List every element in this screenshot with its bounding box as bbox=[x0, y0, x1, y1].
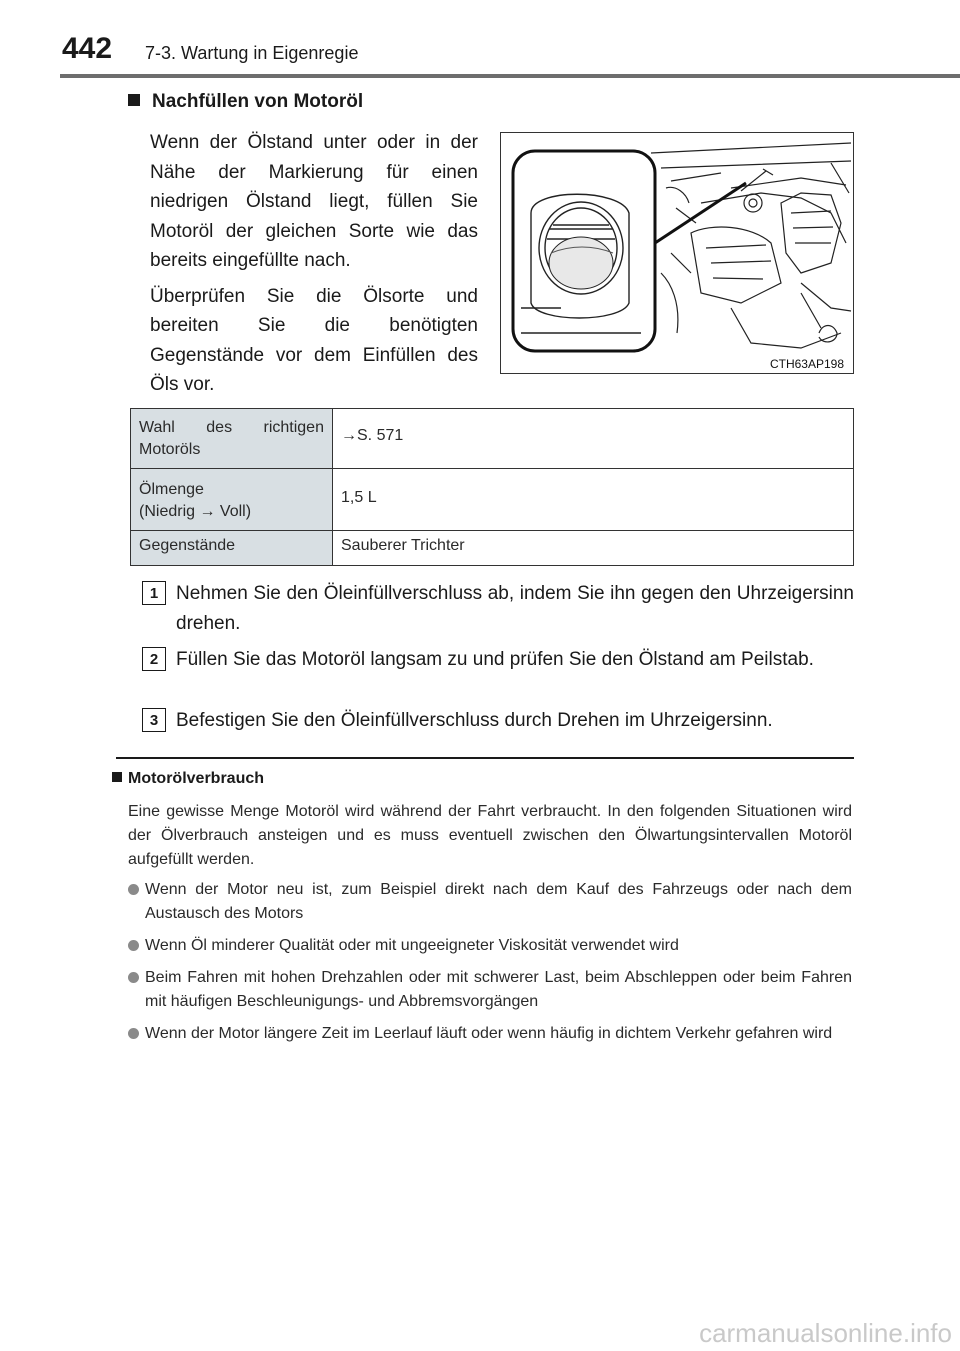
note-title bbox=[112, 770, 264, 788]
intro-paragraph: Wenn der Ölstand unter oder in der Nähe der Markierung für einen niedrigen Ölstand liegt, füllen Sie Motoröl der gleichen Sorte wie das bereits eingefüllte nach. bbox=[150, 132, 478, 271]
table-label-cell bbox=[131, 469, 333, 531]
step-number: 1 bbox=[142, 581, 166, 605]
page-header bbox=[0, 0, 960, 80]
list-item-text: Beim Fahren mit hohen Drehzahlen oder mit schwerer Last, beim Abschleppen oder beim Fahren mit häufigen Beschleunigungs- und Abbremsvorgängen bbox=[145, 969, 852, 1010]
oil-filler-cap-illustration-icon bbox=[501, 133, 853, 373]
table-row bbox=[131, 469, 854, 531]
chapter-title: 7-3. Wartung in Eigenregie bbox=[145, 43, 359, 63]
section-divider bbox=[116, 757, 854, 759]
step-text: Füllen Sie das Motoröl langsam zu und prüfen Sie den Ölstand am Peilstab. bbox=[176, 649, 814, 670]
table-value-cell bbox=[333, 531, 854, 566]
table-value-cell bbox=[333, 409, 854, 469]
bullet-dot-icon bbox=[128, 884, 139, 895]
note-body: Eine gewisse Menge Motoröl wird während der Fahrt verbraucht. In den folgenden Situationen wird der Ölverbrauch ansteigen und es muss eventuell zwischen den Ölwartungsintervallen Motoröl aufgefüllt werden. bbox=[128, 803, 852, 868]
step-item bbox=[142, 706, 854, 736]
list-item-text: Wenn der Motor neu ist, zum Beispiel direkt nach dem Kauf des Fahrzeugs oder nach dem Austausch des Motors bbox=[145, 881, 852, 922]
step-text: Nehmen Sie den Öleinfüllverschluss ab, indem Sie ihn gegen den Uhrzeigersinn drehen. bbox=[176, 583, 854, 634]
table-label-cell bbox=[131, 531, 333, 566]
list-item bbox=[128, 1022, 852, 1046]
table-label-line: (Niedrig → Voll) bbox=[139, 503, 252, 520]
table-label-line: Motoröls bbox=[139, 441, 201, 458]
table-label-word: richtigen bbox=[263, 419, 324, 436]
table-value: Sauberer Trichter bbox=[341, 537, 465, 554]
table-label-word: des bbox=[206, 419, 233, 436]
step-number: 2 bbox=[142, 647, 166, 671]
table-label-line: Ölmenge bbox=[139, 481, 204, 498]
list-item bbox=[128, 878, 852, 926]
step-item bbox=[142, 579, 854, 639]
table-label-cell bbox=[131, 409, 333, 469]
table-value-cell bbox=[333, 469, 854, 531]
step-item bbox=[142, 645, 854, 675]
list-item bbox=[128, 966, 852, 1014]
section-title bbox=[128, 91, 363, 113]
intro-text bbox=[150, 128, 478, 406]
page-number: 442 bbox=[62, 32, 113, 65]
table-row bbox=[131, 531, 854, 566]
table-row bbox=[131, 409, 854, 469]
intro-paragraph: Überprüfen Sie die Ölsorte und bereiten Sie die benötigten Gegenstände vor dem Einfüllen des Öls vor. bbox=[150, 285, 478, 395]
section-title-text: Nachfüllen von Motoröl bbox=[152, 91, 364, 112]
list-item-text: Wenn der Motor längere Zeit im Leerlauf läuft oder wenn häufig in dichtem Verkehr gefahren wird bbox=[145, 1025, 833, 1042]
table-value: 1,5 L bbox=[341, 489, 377, 506]
square-bullet-icon bbox=[112, 772, 122, 782]
bullet-dot-icon bbox=[128, 1028, 139, 1039]
table-label-word: Wahl bbox=[139, 419, 175, 436]
list-item-text: Wenn Öl minderer Qualität oder mit ungeeigneter Viskosität verwendet wird bbox=[145, 937, 679, 954]
step-text: Befestigen Sie den Öleinfüllverschluss durch Drehen im Uhrzeigersinn. bbox=[176, 710, 773, 731]
step-number: 3 bbox=[142, 708, 166, 732]
bullet-dot-icon bbox=[128, 940, 139, 951]
bullet-list bbox=[128, 878, 852, 1054]
square-bullet-icon bbox=[128, 94, 140, 106]
figure-code: CTH63AP198 bbox=[767, 357, 847, 371]
note-title-text: Motorölverbrauch bbox=[128, 770, 265, 787]
spec-table bbox=[130, 408, 854, 566]
list-item bbox=[128, 934, 852, 958]
watermark: carmanualsonline.info bbox=[699, 1318, 952, 1348]
page-reference-link[interactable]: →S. 571 bbox=[341, 427, 404, 444]
oil-filler-cap-figure bbox=[500, 132, 854, 374]
header-rule bbox=[60, 74, 960, 78]
table-label-line: Gegenstände bbox=[139, 537, 236, 554]
bullet-dot-icon bbox=[128, 972, 139, 983]
